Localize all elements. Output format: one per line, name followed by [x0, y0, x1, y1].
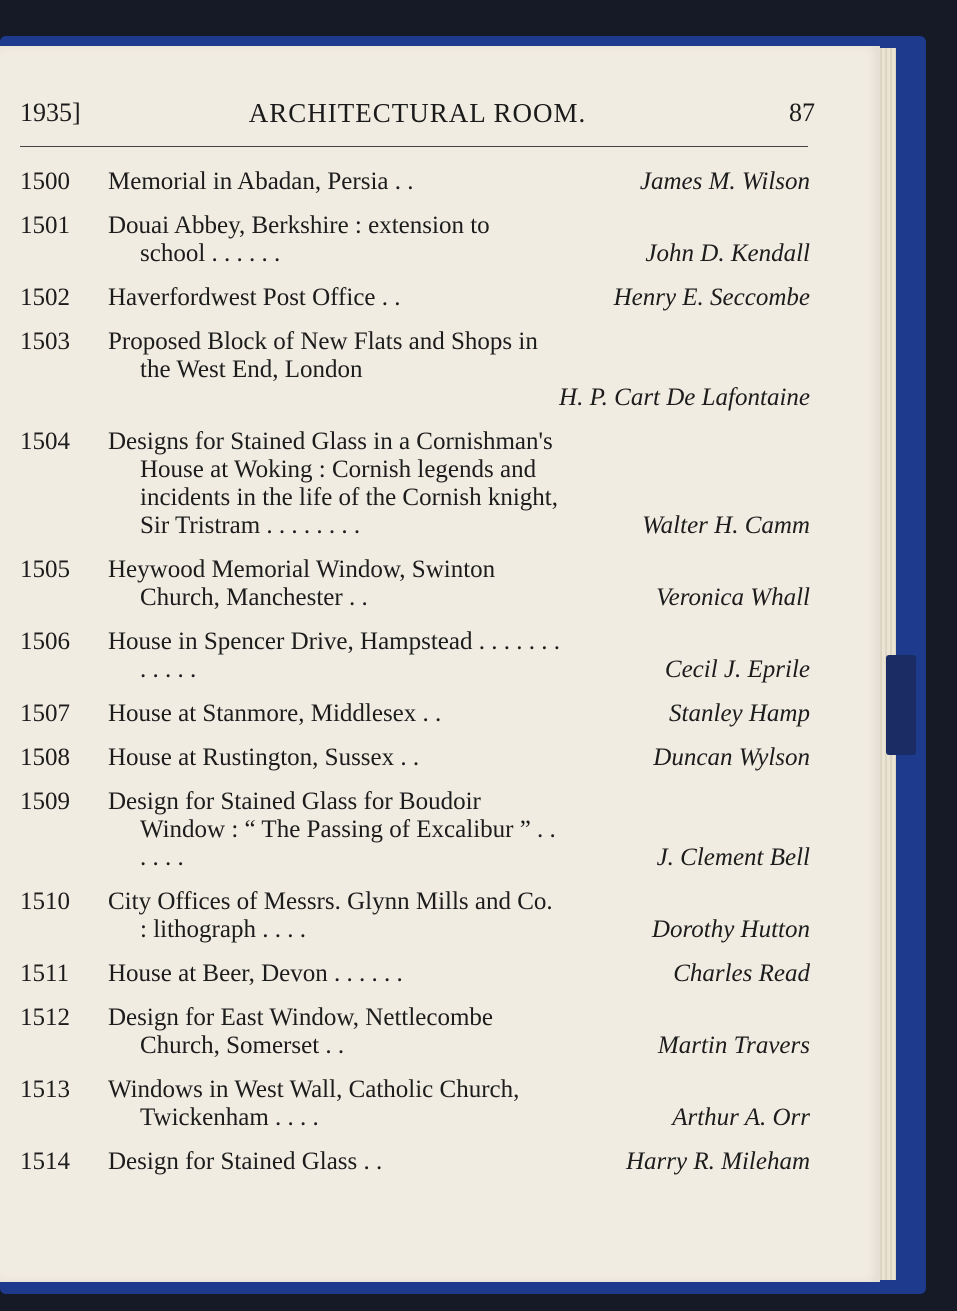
- header-year: 1935]: [20, 98, 81, 127]
- catalogue-entry: [20, 328, 810, 412]
- entry-title: Designs for Stained Glass in a Cornishman's House at Woking : Cornish legends and incidents in the life of the Cornish knight, Sir Tristram . . . . . . . .: [108, 428, 558, 539]
- entry-title: Haverfordwest Post Office . .: [108, 284, 401, 311]
- bookmark-ribbon: [886, 655, 916, 755]
- entry-title: Douai Abbey, Berkshire : extension to school . . . . . .: [108, 212, 490, 267]
- entry-title: Heywood Memorial Window, Swinton Church, Manchester . .: [108, 556, 496, 611]
- entry-title: Design for Stained Glass . .: [108, 1148, 383, 1175]
- entry-artist: H. P. Cart De Lafontaine: [559, 384, 810, 411]
- catalogue-entry: [20, 700, 810, 728]
- catalogue-entry: [20, 556, 810, 612]
- running-head: [20, 98, 815, 134]
- catalogue-entry: [20, 1076, 810, 1132]
- catalogue-entry: [20, 788, 810, 872]
- entry-number: 1509: [20, 788, 70, 815]
- entry-title: City Offices of Messrs. Glynn Mills and Co. : lithograph . . . .: [108, 888, 553, 943]
- catalogue-entry: [20, 888, 810, 944]
- entry-artist: Dorothy Hutton: [651, 916, 810, 943]
- entry-title: House at Rustington, Sussex . .: [108, 744, 420, 771]
- entry-number: 1504: [20, 428, 70, 455]
- entry-number: 1501: [20, 212, 70, 239]
- entry-title: House at Stanmore, Middlesex . .: [108, 700, 442, 727]
- entry-title: Design for Stained Glass for Boudoir Window : “ The Passing of Excalibur ” . . . . . .: [108, 788, 556, 871]
- entry-number: 1513: [20, 1076, 70, 1103]
- entry-artist: Charles Read: [673, 960, 810, 987]
- entry-number: 1514: [20, 1148, 70, 1175]
- catalogue-entry: [20, 212, 810, 268]
- entry-artist: Walter H. Camm: [642, 512, 810, 539]
- catalogue-entry: [20, 744, 810, 772]
- catalogue-entry: [20, 284, 810, 312]
- entry-artist: Henry E. Seccombe: [613, 284, 810, 311]
- entry-artist: Harry R. Mileham: [626, 1148, 810, 1175]
- entry-artist: Arthur A. Orr: [672, 1104, 810, 1131]
- entry-title: House in Spencer Drive, Hampstead . . . . . . . . . . . .: [108, 628, 560, 683]
- entry-artist: J. Clement Bell: [656, 844, 810, 871]
- entry-artist: Stanley Hamp: [669, 700, 810, 727]
- entry-artist: John D. Kendall: [645, 240, 810, 267]
- entry-title: Design for East Window, Nettlecombe Church, Somerset . .: [108, 1004, 494, 1059]
- header-title: ARCHITECTURAL ROOM.: [248, 98, 587, 128]
- entry-title: Proposed Block of New Flats and Shops in the West End, London: [108, 328, 538, 383]
- catalogue-entry: [20, 428, 810, 540]
- entry-title: Windows in West Wall, Catholic Church, Twickenham . . . .: [108, 1076, 520, 1131]
- header-rule: [20, 146, 808, 147]
- entry-artist: James M. Wilson: [639, 168, 810, 195]
- entry-number: 1510: [20, 888, 70, 915]
- catalogue-entry: [20, 628, 810, 684]
- entry-number: 1507: [20, 700, 70, 727]
- entry-artist: Cecil J. Eprile: [664, 656, 810, 683]
- catalogue-entry: [20, 168, 810, 196]
- entry-number: 1502: [20, 284, 70, 311]
- entry-title: House at Beer, Devon . . . . . .: [108, 960, 403, 987]
- entry-artist: Martin Travers: [657, 1032, 810, 1059]
- entry-number: 1512: [20, 1004, 70, 1031]
- catalogue-entry: [20, 960, 810, 988]
- entry-number: 1500: [20, 168, 70, 195]
- entry-title: Memorial in Abadan, Persia . .: [108, 168, 414, 195]
- catalogue-entry: [20, 1148, 810, 1176]
- entry-number: 1505: [20, 556, 70, 583]
- page-number: 87: [789, 98, 815, 127]
- entry-artist: Duncan Wylson: [653, 744, 810, 771]
- catalogue-list: [20, 168, 810, 1192]
- entry-number: 1508: [20, 744, 70, 771]
- catalogue-entry: [20, 1004, 810, 1060]
- entry-artist: Veronica Whall: [656, 584, 810, 611]
- entry-number: 1506: [20, 628, 70, 655]
- entry-number: 1511: [20, 960, 70, 987]
- entry-number: 1503: [20, 328, 70, 355]
